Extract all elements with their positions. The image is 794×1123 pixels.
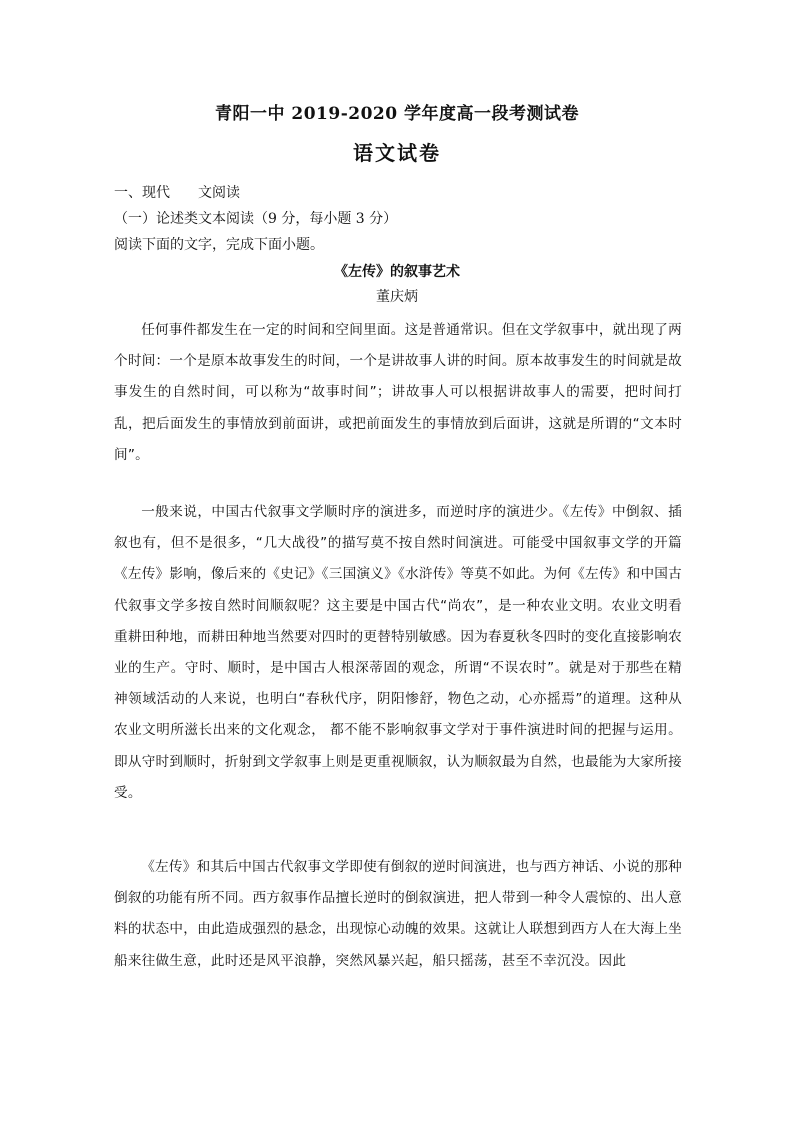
section-heading-part-b: 文阅读 bbox=[198, 185, 240, 201]
instruction-text: 阅读下面的文字，完成下面小题。 bbox=[114, 237, 324, 253]
subsection-heading: （一）论述类文本阅读（9 分，每小题 3 分） bbox=[114, 211, 398, 227]
section-heading-part-a: 一、现代 bbox=[114, 185, 170, 201]
section-heading bbox=[114, 183, 240, 203]
article-author: 董庆炳 bbox=[376, 289, 418, 305]
article-paragraph-2: 一般来说，中国古代叙事文学顺时序的演进多，而逆时序的演进少。《左传》中倒叙、插叙也有，但不是很多，“几大战役”的描写莫不按自然时间演进。可能受中国叙事文学的开篇《左传》影响，像后来的《史记》《三国演义》《水浒传》等莫不如此。为何《左传》和中国古代叙事文学多按自然时间顺叙呢？这主要是中国古代“尚农”，是一种农业文明。农业文明看重耕田种地，而耕田种地当然要对四时的更替特别敏感。因为春夏秋冬四时的变化直接影响农业的生产。守时、顺时，是中国古人根深蒂固的观念，所谓“不误农时”。就是对于那些在精神领域活动的人来说，也明白“春秋代序，阴阳惨舒，物色之动，心亦摇焉”的道理。这种从农业文明所滋长出来的文化观念， 都不能不影响叙事文学对于事件演进时间的把握与运用。即从守时到顺时，折射到文学叙事上则是更重视顺叙，认为顺叙最为自然，也最能为大家所接受。 bbox=[114, 504, 682, 801]
article-title: 《左传》的叙事艺术 bbox=[334, 264, 460, 280]
subject-title: 语文试卷 bbox=[353, 141, 441, 165]
exam-title: 青阳一中 2019-2020 学年度高一段考测试卷 bbox=[214, 104, 580, 124]
article-paragraph-3: 《左传》和其后中国古代叙事文学即使有倒叙的逆时间演进，也与西方神话、小说的那种倒叙的功能有所不同。西方叙事作品擅长逆时的倒叙演进，把人带到一种令人震惊的、出人意料的状态中，由此造成强烈的悬念，出现惊心动魄的效果。这就让人联想到西方人在大海上坐船来往做生意，此时还是风平浪静，突然风暴兴起，船只摇荡，甚至不幸沉没。因此 bbox=[114, 859, 682, 969]
article-paragraph-1: 任何事件都发生在一定的时间和空间里面。这是普通常识。但在文学叙事中，就出现了两个时间：一个是原本故事发生的时间，一个是讲故事人讲的时间。原本故事发生的时间就是故事发生的自然时间，可以称为“故事时间”；讲故事人可以根据讲故事人的需要，把时间打乱，把后面发生的事情放到前面讲，或把前面发生的事情放到后面讲，这就是所谓的“文本时间”。 bbox=[114, 322, 682, 463]
